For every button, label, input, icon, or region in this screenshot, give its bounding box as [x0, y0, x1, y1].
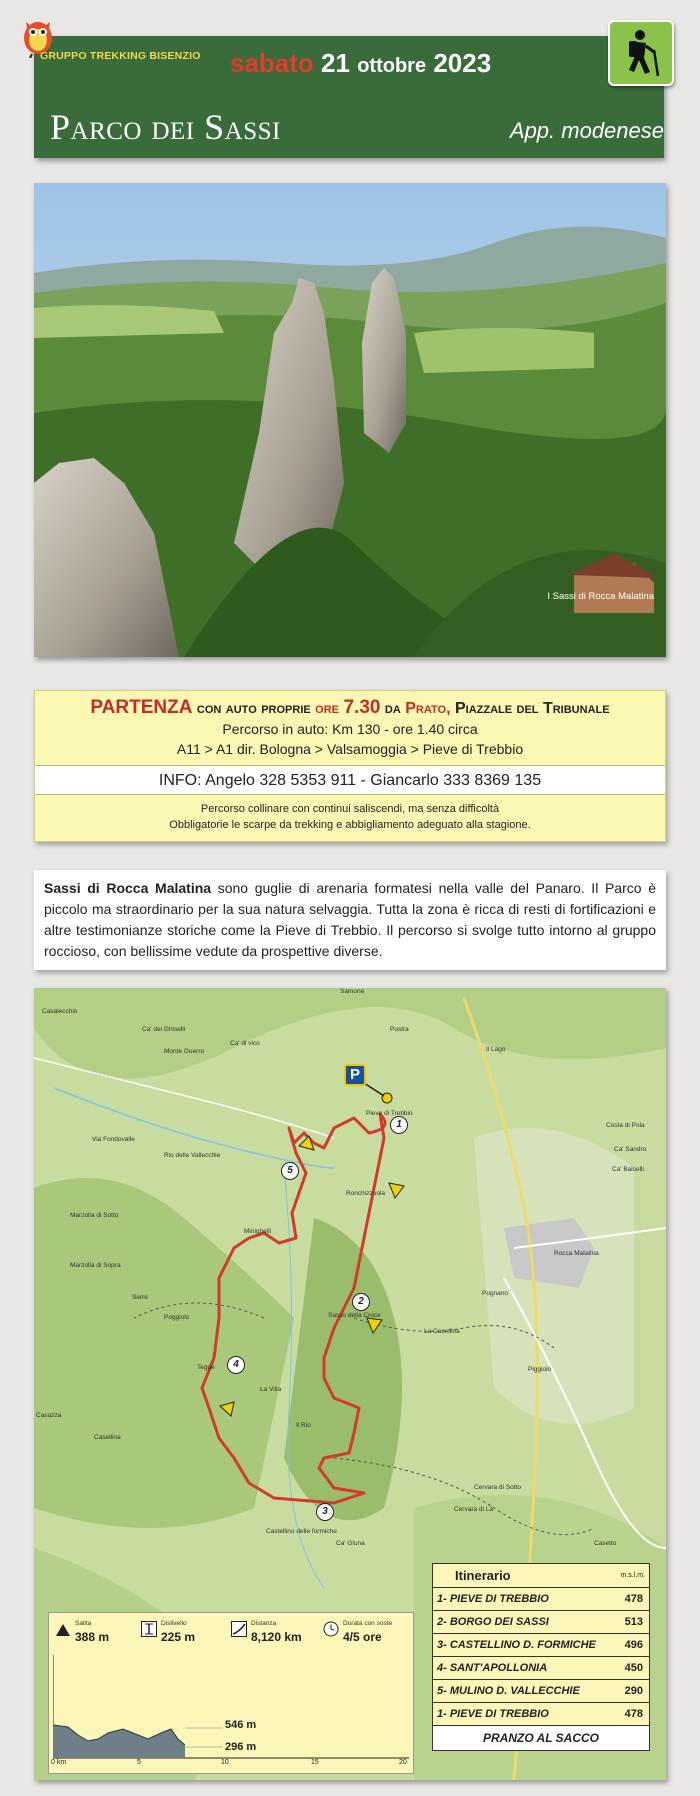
waypoint-3: 3 — [316, 1503, 334, 1521]
map-place: La Villa — [260, 1386, 282, 1393]
distance-value: 8,120 km — [251, 1630, 302, 1644]
itinerary-row — [433, 1588, 649, 1611]
stop-name: 2- BORGO DEI SASSI — [437, 1616, 549, 1628]
map-place: Il Lago — [486, 1046, 506, 1053]
departure-transport: con auto proprie — [196, 700, 311, 717]
stop-name: 1- PIEVE DI TREBBIO — [437, 1593, 549, 1605]
description-lead: Sassi di Rocca Malatina — [44, 880, 212, 896]
waypoint-1: 1 — [390, 1116, 408, 1134]
stop-name: 4- SANT'APOLLONIA — [437, 1662, 548, 1674]
map-place: Ca' Baiselli — [612, 1166, 644, 1173]
distance-tick: 0 km — [51, 1759, 67, 1766]
stop-altitude: 290 — [624, 1685, 643, 1697]
itinerary-row — [433, 1657, 649, 1680]
itinerary-row — [433, 1611, 649, 1634]
stop-name: 1- PIEVE DI TREBBIO — [437, 1708, 549, 1720]
date-month: ottobre — [357, 55, 427, 77]
min-elevation-label: 296 m — [225, 1741, 257, 1753]
map-place: Pugnano — [482, 1290, 509, 1297]
distance-tick: 5 — [137, 1759, 141, 1766]
elevation-gain-value: 225 m — [161, 1630, 196, 1644]
car-route-directions: A11 > A1 dir. Bologna > Valsamoggia > Pieve di Trebbio — [176, 741, 524, 757]
departure-ore: ore — [315, 700, 340, 717]
map-place: Cervara di Là — [454, 1506, 494, 1513]
elevation-gain-icon — [141, 1621, 157, 1637]
departure-details — [35, 691, 665, 765]
itinerary-row — [433, 1680, 649, 1703]
map-place: Cervara di Sotto — [474, 1484, 521, 1491]
trail-description — [34, 870, 666, 970]
max-elevation-label: 546 m — [225, 1719, 257, 1731]
distance-tick: 20 — [399, 1759, 407, 1766]
map-place: Samone — [340, 988, 365, 995]
parking-icon: P — [344, 1064, 366, 1086]
clock-icon — [323, 1621, 339, 1637]
map-place: Rocca Malatina — [554, 1250, 599, 1257]
itinerary-table — [432, 1563, 650, 1751]
map-place: Via Fondovalle — [92, 1136, 135, 1143]
stop-name: 5- MULINO D. VALLECCHIE — [437, 1685, 580, 1697]
map-place: Monte Guerro — [164, 1048, 205, 1055]
distance-tick: 10 — [221, 1759, 229, 1766]
departure-time: 7.30 — [343, 697, 381, 718]
trail-notes — [35, 795, 665, 841]
trail-note-equipment: Obbligatorie le scarpe da trekking e abbigliamento adeguato alla stagione. — [169, 819, 531, 831]
map-place: Casazza — [36, 1412, 62, 1419]
ascent-label: Salita — [75, 1620, 92, 1627]
event-date — [230, 48, 491, 79]
map-place: Marzolla di Sotto — [70, 1212, 119, 1219]
map-place: Poggiolo — [164, 1314, 190, 1321]
hiker-icon — [608, 20, 674, 86]
map-place: La Casellina — [424, 1328, 460, 1335]
stop-altitude: 478 — [624, 1593, 643, 1605]
departure-line — [43, 697, 657, 719]
departure-city: Prato, — [405, 700, 451, 717]
logo-text: GRUPPO TREKKING BISENZIO — [40, 50, 201, 62]
map-place: Marzolla di Sopra — [70, 1262, 121, 1269]
elevation-gain-label: Dislivello — [161, 1620, 187, 1627]
description-text: sono guglie di arenaria formatesi nella valle del Panaro. Il Parco è piccolo ma straordinario per la sua natura selvaggia. Tutta la zona è ricca di resti di fortificazioni e altre testimonianze storiche come la Pieve di Trebbio. Il percorso si svolge tutto intorno al gruppo roccioso, con bellissime vedute da prospettive diverse. — [44, 880, 656, 959]
duration-label: Durata con soste — [343, 1620, 393, 1627]
waypoint-5: 5 — [281, 1162, 299, 1180]
map-place: Serre — [132, 1294, 148, 1301]
map-place: Ca' dei Ghiselli — [142, 1026, 186, 1033]
waypoint-4: 4 — [227, 1356, 245, 1374]
contact-info: INFO: Angelo 328 5353 911 - Giancarlo 333 8369 135 — [35, 765, 665, 795]
ascent-icon — [55, 1621, 71, 1637]
departure-meeting-point: Piazzale del Tribunale — [454, 700, 610, 717]
map-place: Pustra — [390, 1026, 409, 1033]
stop-altitude: 513 — [624, 1616, 643, 1628]
landscape-photo — [34, 183, 666, 657]
elevation-stats-panel — [48, 1612, 414, 1774]
map-place: Tegge — [197, 1364, 215, 1371]
map-place: Minighelli — [244, 1228, 272, 1235]
stop-altitude: 478 — [624, 1708, 643, 1720]
map-place: Rio delle Vallecchie — [164, 1152, 221, 1159]
distance-icon — [231, 1621, 247, 1637]
group-logo — [18, 14, 201, 74]
itinerary-title: Itinerario — [455, 1568, 511, 1583]
page-title: Parco dei Sassi — [50, 107, 281, 147]
photo-caption: I Sassi di Rocca Malatina — [547, 591, 654, 602]
itinerary-footer: PRANZO AL SACCO — [433, 1726, 649, 1750]
map-place: Castellino delle formiche — [266, 1528, 337, 1535]
waypoint-2: 2 — [352, 1293, 370, 1311]
map-place: Ca' Gluna — [336, 1540, 365, 1547]
departure-info-box — [34, 690, 666, 842]
itinerary-header — [433, 1564, 649, 1588]
area-subtitle: App. modenese — [509, 118, 664, 143]
map-place: Il Rio — [296, 1422, 311, 1429]
map-place: Casellina — [94, 1434, 121, 1441]
trail-note-difficulty: Percorso collinare con continui saliscendi, ma senza difficoltà — [200, 803, 500, 815]
map-place: Sasso della Croce — [328, 1312, 381, 1319]
distance-tick: 15 — [311, 1759, 319, 1766]
map-place: Ca' Sandro — [614, 1146, 647, 1153]
car-route-distance: Percorso in auto: Km 130 - ore 1.40 circa — [222, 721, 478, 737]
map-place: Ronchizzuola — [346, 1190, 386, 1197]
map-place: Costa di Pola — [606, 1122, 645, 1129]
stop-altitude: 450 — [624, 1662, 643, 1674]
departure-keyword: PARTENZA — [90, 697, 193, 718]
map-place: Ca' di vico — [230, 1040, 260, 1047]
stop-altitude: 496 — [624, 1639, 643, 1651]
itinerary-row — [433, 1703, 649, 1726]
distance-label: Distanza — [251, 1620, 277, 1627]
map-place: Pieve di Trebbio — [366, 1110, 413, 1117]
date-day: 21 — [321, 48, 350, 78]
duration-value: 4/5 ore — [343, 1630, 382, 1644]
stop-name: 3- CASTELLINO D. FORMICHE — [437, 1639, 596, 1651]
map-place: Piggiolo — [528, 1366, 552, 1373]
date-weekday: sabato — [230, 48, 314, 78]
itinerary-unit: m.s.l.m. — [620, 1572, 645, 1579]
date-year: 2023 — [433, 48, 492, 78]
ascent-value: 388 m — [75, 1630, 110, 1644]
departure-da: da — [384, 700, 401, 717]
map-place: Casetto — [594, 1540, 617, 1547]
itinerary-row — [433, 1634, 649, 1657]
map-place: Casalecchio — [42, 1008, 78, 1015]
